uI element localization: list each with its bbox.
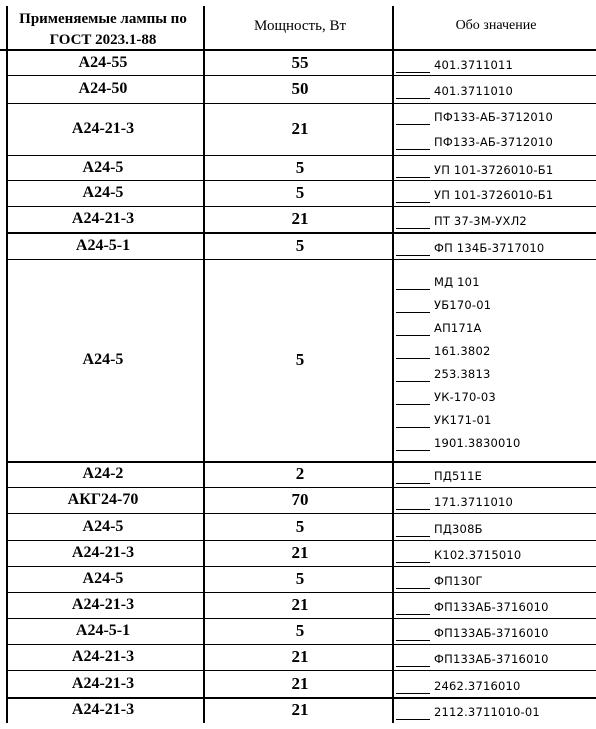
power-cell: 21 (291, 543, 309, 562)
power-cell: 5 (295, 157, 305, 177)
designation-entry (396, 182, 596, 204)
power-cell: 21 (291, 673, 309, 693)
leader-line (396, 427, 430, 428)
designation-code: К102.3715010 (434, 548, 522, 562)
designation-code: УП 101-3726010-Б1 (434, 162, 554, 177)
power-cell: 21 (291, 209, 309, 228)
designation-code: АП171А (434, 321, 482, 335)
power-cell: 70 (291, 490, 309, 509)
lamp-type-cell: А24-5 (82, 158, 124, 176)
leader-line (396, 358, 430, 359)
designation-entry (396, 104, 596, 126)
designation-code: 161.3802 (434, 344, 491, 358)
designation-code: ПФ133-АБ-3712010 (434, 135, 553, 149)
designation-code: ПТ 37-3М-УХЛ2 (434, 214, 527, 228)
lamp-type-cell: А24-21-3 (71, 596, 135, 613)
designation-entry (396, 489, 596, 511)
column-divider-1 (203, 6, 205, 723)
designation-entry (396, 594, 596, 616)
leader-line (396, 614, 430, 615)
designation-code: ФП133АБ-3716010 (434, 600, 549, 614)
header-power: Мощность, Вт (253, 18, 347, 34)
designation-code: 2462.3716010 (434, 678, 521, 693)
designation-code: ПД511Е (434, 469, 483, 483)
lamp-type-cell: А24-5-1 (75, 236, 131, 254)
lamp-type-cell: А24-5 (82, 570, 124, 587)
designation-entry (396, 52, 596, 74)
designation-entry (396, 269, 596, 291)
power-cell: 21 (291, 647, 309, 666)
designation-code: 171.3711010 (434, 495, 514, 509)
leader-line (396, 335, 430, 336)
designation-entry (396, 292, 596, 314)
lamp-type-cell: А24-5-1 (75, 622, 131, 639)
power-cell: 5 (295, 350, 305, 369)
power-cell: 21 (291, 700, 309, 719)
lamp-type-cell: АКГ24-70 (67, 491, 139, 508)
lamp-type-cell: А24-50 (78, 80, 128, 97)
leader-line (396, 588, 430, 589)
designation-code: ФП 134Б-3717010 (434, 240, 545, 255)
designation-code: 401.3711011 (434, 57, 514, 72)
leader-line (396, 666, 430, 667)
lamp-type-cell: А24-21-3 (71, 120, 135, 137)
leader-line (396, 98, 430, 99)
leader-line (396, 255, 430, 256)
designation-entry (396, 646, 596, 668)
designation-entry (396, 235, 596, 257)
lamp-type-cell: А24-5 (82, 351, 124, 368)
designation-entry (396, 129, 596, 151)
lamp-type-cell: А24-21-3 (71, 701, 135, 718)
power-cell: 5 (295, 183, 305, 202)
designation-code: 1901.3830010 (434, 436, 521, 450)
designation-code: 2112.3711010-01 (434, 705, 540, 719)
leader-line (396, 202, 430, 203)
leader-line (396, 124, 430, 125)
designation-entry (396, 516, 596, 538)
lamp-type-cell: А24-55 (78, 53, 128, 71)
designation-entry (396, 208, 596, 230)
power-cell: 5 (295, 235, 305, 255)
designation-code: ФП133АБ-3716010 (434, 626, 549, 640)
lamp-type-cell: А24-2 (82, 465, 124, 482)
designation-entry (396, 673, 596, 695)
designation-entry (396, 463, 596, 485)
power-cell: 21 (291, 595, 309, 614)
leader-line (396, 640, 430, 641)
designation-entry (396, 568, 596, 590)
power-cell: 5 (295, 569, 305, 588)
designation-code: ФП130Г (434, 574, 483, 588)
power-cell: 5 (295, 621, 305, 640)
designation-entry (396, 315, 596, 337)
leader-line (396, 509, 430, 510)
designation-entry (396, 542, 596, 564)
designation-code: УК171-01 (434, 413, 492, 427)
designation-entry (396, 620, 596, 642)
lamp-type-cell: А24-21-3 (71, 674, 135, 692)
leader-line (396, 536, 430, 537)
leader-line (396, 312, 430, 313)
lamp-type-cell: А24-5 (82, 184, 124, 201)
designation-entry (396, 78, 596, 100)
leader-line (396, 483, 430, 484)
power-cell: 5 (295, 516, 305, 536)
designation-entry (396, 338, 596, 360)
lamp-type-cell: А24-21-3 (71, 648, 135, 665)
leader-line (396, 693, 430, 694)
leader-line (396, 72, 430, 73)
designation-code: УП 101-3726010-Б1 (434, 188, 554, 202)
leader-line (396, 404, 430, 405)
designation-code: ПФ133-АБ-3712010 (434, 110, 553, 124)
designation-code: МД 101 (434, 275, 480, 289)
lamp-type-cell: А24-21-3 (71, 544, 135, 561)
leader-line (396, 228, 430, 229)
power-cell: 55 (291, 52, 309, 72)
power-cell: 21 (291, 119, 309, 138)
lamp-type-cell: А24-21-3 (71, 210, 135, 227)
power-cell: 50 (291, 79, 309, 98)
header-lamps: Применяемые лампы по ГОСТ 2023.1-88 (19, 11, 187, 48)
designation-code: УК-170-03 (434, 390, 496, 404)
power-cell: 2 (295, 464, 305, 483)
designation-entry (396, 407, 596, 429)
leader-line (396, 289, 430, 290)
leader-line (396, 177, 430, 178)
designation-entry (396, 699, 596, 721)
designation-entry (396, 157, 596, 179)
designation-code: ФП133АБ-3716010 (434, 652, 549, 666)
lamp-type-cell: А24-5 (82, 517, 124, 535)
leader-line (396, 381, 430, 382)
designation-code: 401.3711010 (434, 84, 514, 98)
designation-code: ПД308Б (434, 521, 483, 536)
designation-code: УБ170-01 (434, 298, 492, 312)
designation-entry (396, 384, 596, 406)
leader-line (396, 450, 430, 451)
column-divider-2 (392, 6, 394, 723)
header-designation: Обо значение (455, 18, 537, 33)
designation-code: 253.3813 (434, 367, 491, 381)
designation-entry (396, 430, 596, 452)
leader-line (396, 562, 430, 563)
leader-line (396, 149, 430, 150)
designation-entry (396, 361, 596, 383)
leader-line (396, 719, 430, 720)
